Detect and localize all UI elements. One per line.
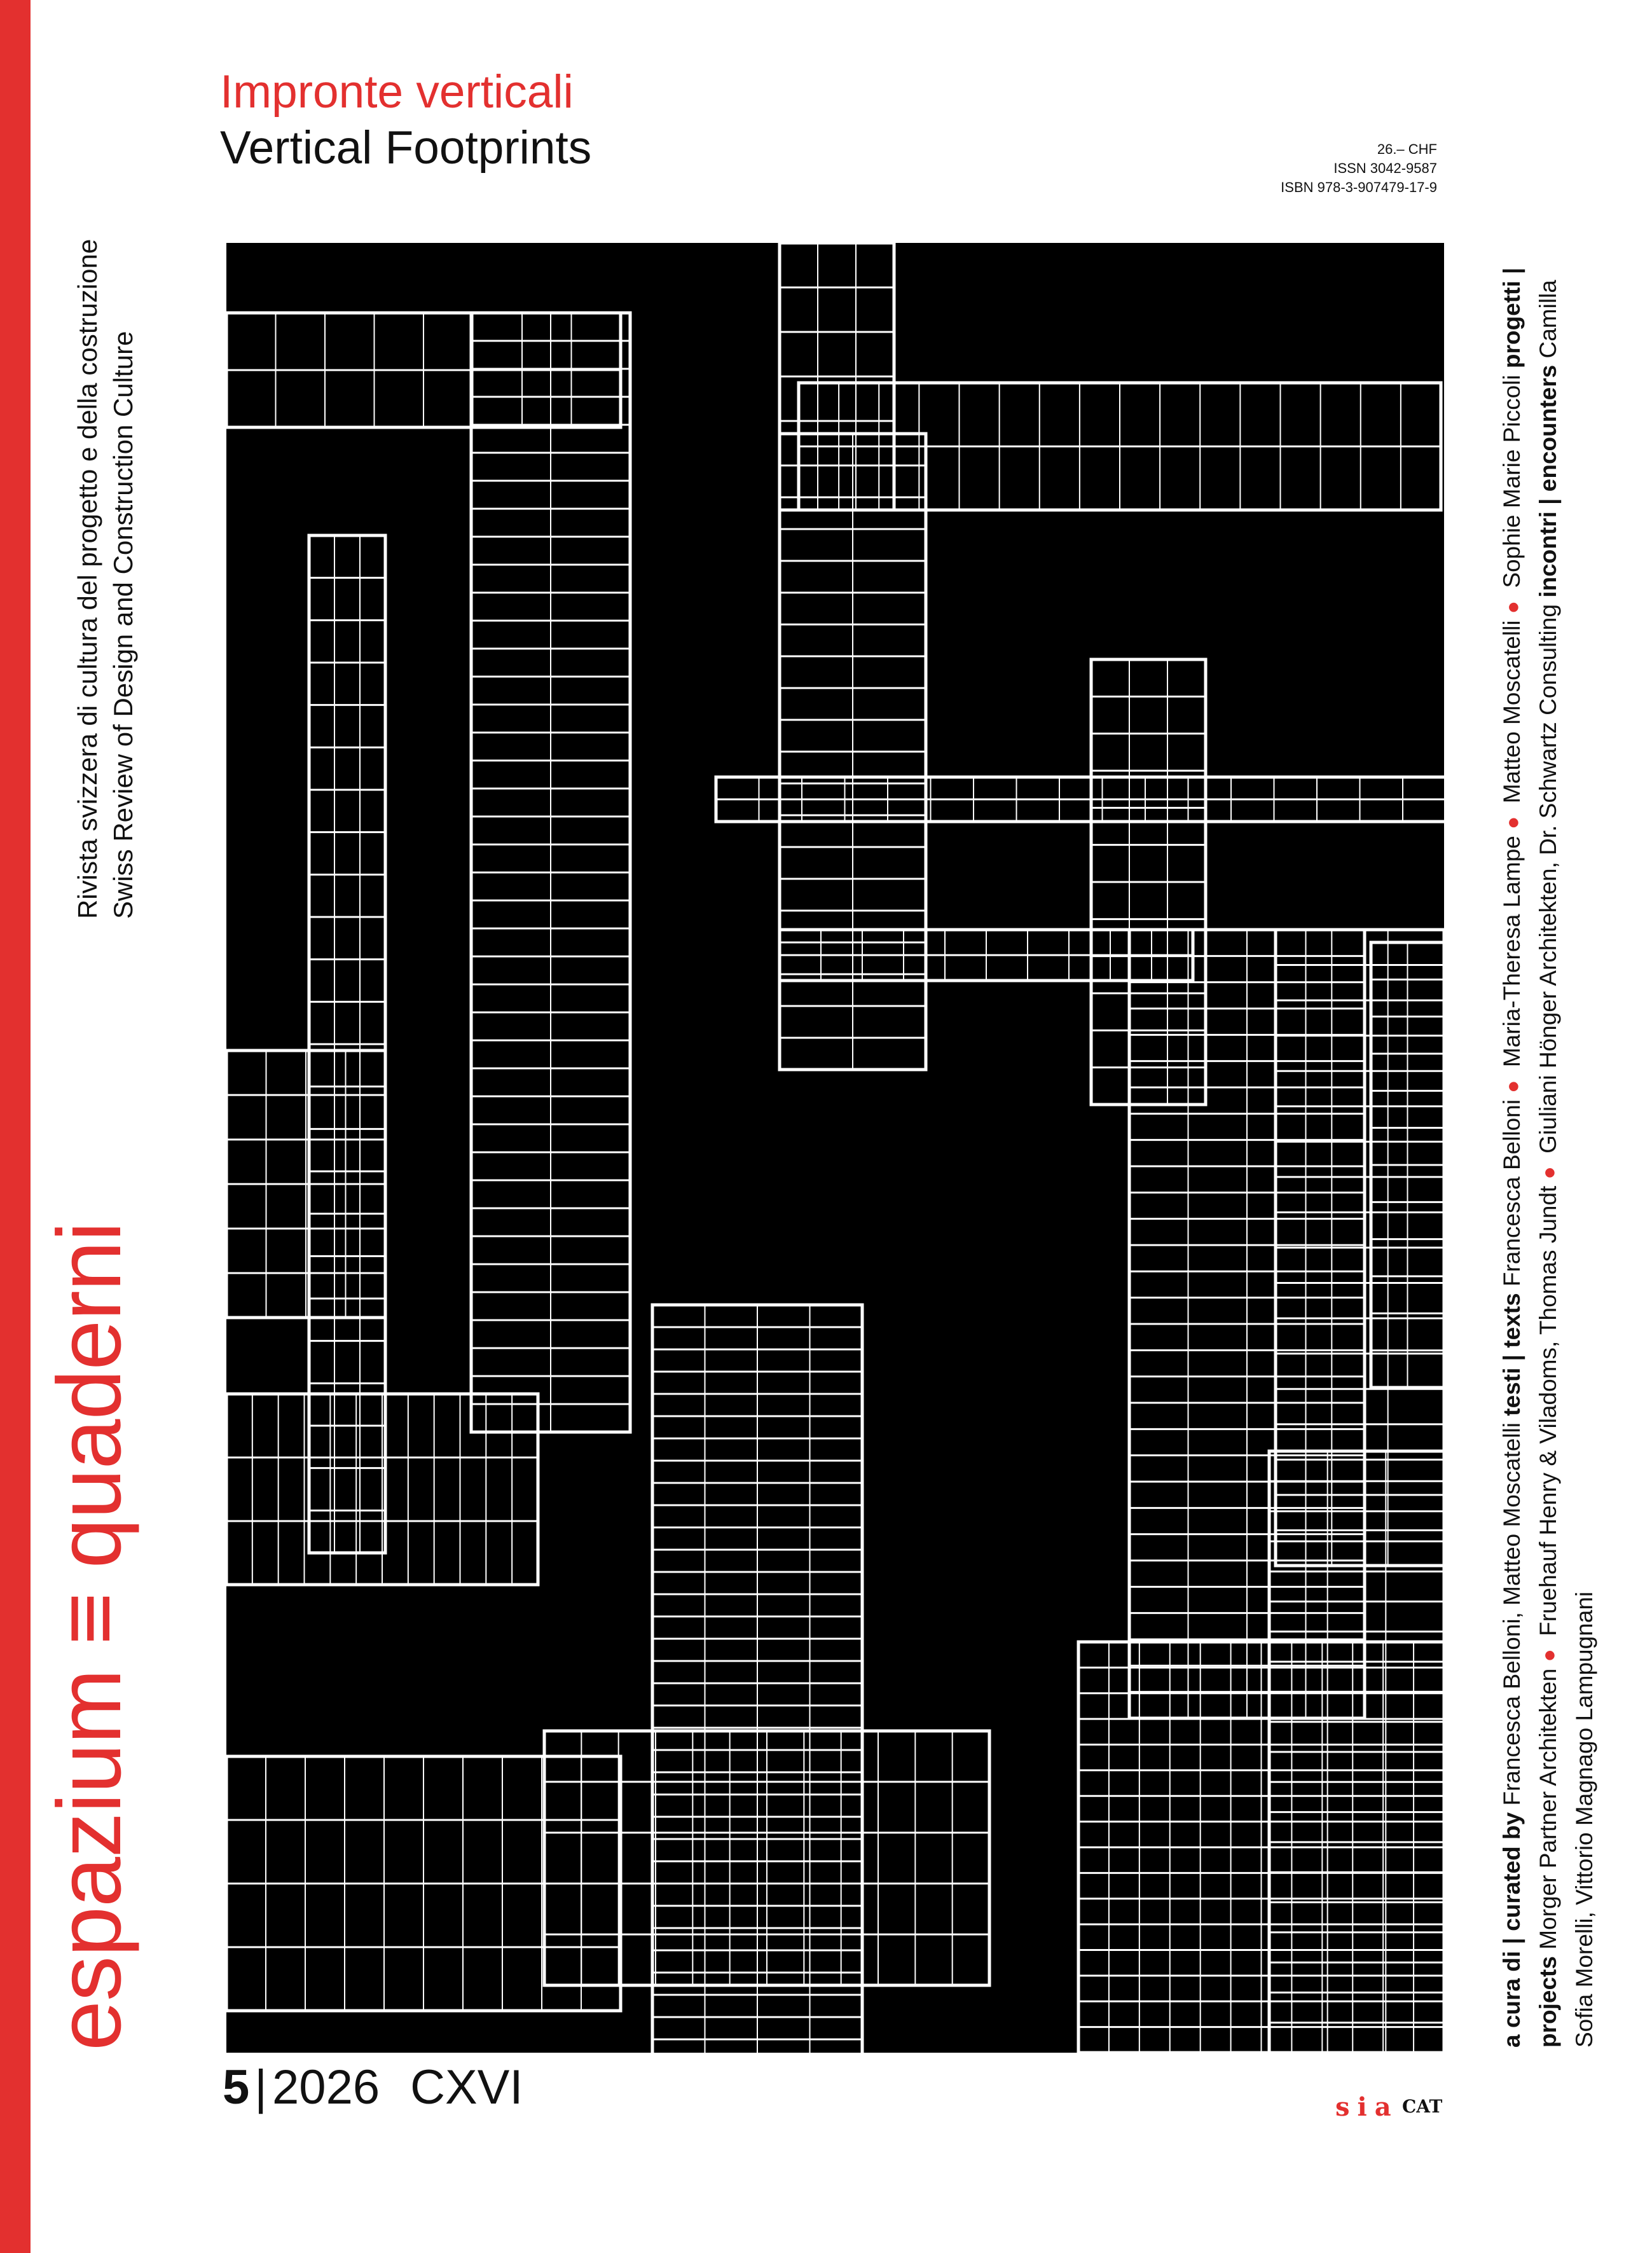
podium-section-a: [226, 313, 621, 427]
low-block-b: [226, 1394, 538, 1585]
issn: ISSN 3042-9587: [1333, 160, 1437, 176]
issue-volume: CXVI: [410, 2060, 523, 2114]
issue-info: 5 | 2026 CXVI: [223, 2060, 523, 2114]
bullet-icon: ●: [1501, 816, 1525, 830]
price-block: [1183, 140, 1437, 197]
tower-section-f: [1129, 930, 1365, 1718]
architectural-drawing: [226, 243, 1444, 2053]
cat-logo: CAT: [1402, 2096, 1443, 2117]
curated-names: Francesca Belloni, Matteo Moscatelli: [1499, 1422, 1525, 1806]
grid-block-a: [1078, 1642, 1444, 2053]
curated-label: a cura di | curated by: [1499, 1812, 1525, 2048]
encounters-label: incontri | encounters: [1535, 364, 1561, 598]
title-italian: Impronte verticali: [220, 66, 574, 118]
projects-name-3: Giuliani Hönger Architekten, Dr. Schwartz Consulting: [1535, 604, 1561, 1154]
red-spine-bar: [0, 0, 31, 2253]
texts-name-2: Maria-Theresa Lampe: [1499, 836, 1525, 1068]
bullet-icon: ●: [1501, 600, 1525, 614]
sia-logo: sia: [1335, 2092, 1399, 2122]
issue-number: 5: [223, 2060, 250, 2114]
subtitle-italian: Rivista svizzera di cultura del progetto e della costruzione: [72, 238, 102, 919]
low-block-a: [226, 1051, 385, 1318]
title-english: Vertical Footprints: [220, 122, 592, 174]
tower-section-b: [309, 535, 385, 1553]
subtitle-english: Swiss Review of Design and Construction Culture: [108, 331, 138, 919]
tower-section-g: [1276, 930, 1444, 1566]
tower-section-a: [471, 313, 630, 1432]
price: 26.– CHF: [1377, 141, 1437, 157]
projects-name-1: Morger Partner Architekten: [1535, 1668, 1561, 1950]
texts-label: testi | texts: [1499, 1293, 1525, 1416]
bullet-icon: ●: [1537, 1649, 1561, 1662]
texts-name-3: Matteo Moscatelli: [1499, 620, 1525, 804]
texts-name-1: Francesca Belloni: [1499, 1099, 1525, 1287]
bullet-icon: ●: [1501, 1080, 1525, 1093]
tower-section-h: [652, 1305, 862, 2053]
magazine-subtitle: [70, 239, 141, 919]
encounters-names: Camilla Sofia Morelli, Vittorio Magnago Lampugnani: [1535, 280, 1597, 2048]
texts-name-4: Sophie Marie Piccoli: [1499, 375, 1525, 588]
isbn: ISBN 978-3-907479-17-9: [1281, 179, 1437, 195]
cover-artwork-architectural-sections: [226, 243, 1444, 2053]
magazine-brand: espazium ≡ quaderni: [39, 1222, 140, 2051]
bullet-icon: ●: [1537, 1166, 1561, 1180]
projects-name-2: Fruehauf Henry & Viladoms, Thomas Jundt: [1535, 1185, 1561, 1636]
issue-year: 2026: [272, 2060, 380, 2114]
tower-section-i: [1269, 1451, 1444, 2053]
tower-section-c: [780, 243, 894, 510]
tower-section-j: [1371, 942, 1444, 1388]
credits-block: [1494, 229, 1602, 2048]
projects-label: progetti | projects: [1499, 267, 1561, 2048]
